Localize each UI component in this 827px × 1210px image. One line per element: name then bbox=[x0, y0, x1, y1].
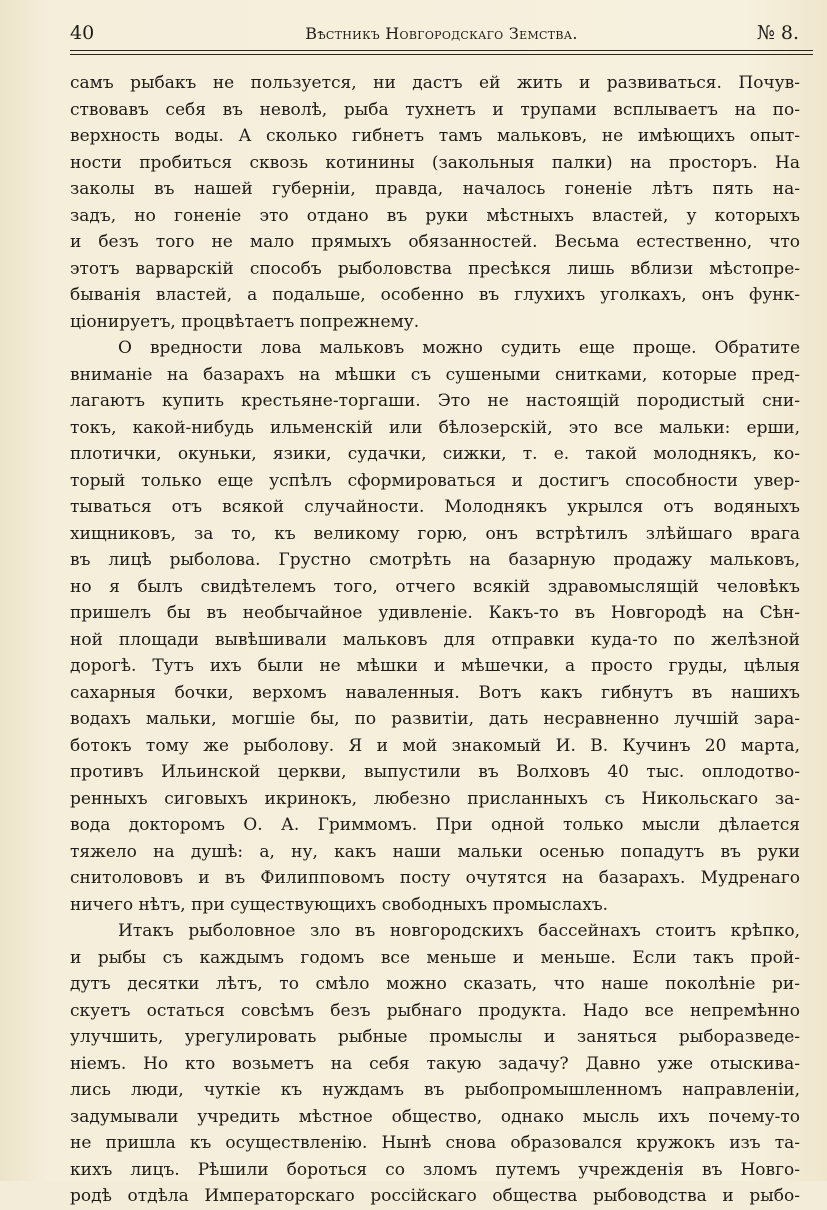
text-line: вниманіе на базарахъ на мѣшки съ сушеными снитками, которые пред- bbox=[70, 364, 800, 385]
text-line: ности пробиться сквозь котинины (закольныя палки) на просторъ. На bbox=[70, 152, 800, 173]
text-line: родѣ отдѣла Императорскаго россійскаго общества рыбоводства и рыбо- bbox=[70, 1186, 800, 1206]
text-line: снитолововъ и въ Филипповомъ посту очутятся на базарахъ. Мудренаго bbox=[70, 868, 800, 888]
text-line: водахъ мальки, могшіе бы, по развитіи, дать несравненно лучшій зара- bbox=[70, 709, 800, 729]
text-line: задъ, но гоненіе это отдано въ руки мѣстныхъ властей, у которыхъ bbox=[70, 205, 800, 226]
text-line: торый только еще успѣлъ сформироваться и достигъ способности увер- bbox=[70, 470, 800, 491]
text-line: плотички, окуньки, язики, судачки, сижки, т. е. такой молоднякъ, ко- bbox=[70, 444, 800, 464]
text-line: верхность воды. А сколько гибнетъ тамъ мальковъ, не имѣющихъ опыт- bbox=[70, 126, 800, 146]
text-line: быванія властей, а подальше, особенно въ глухихъ уголкахъ, онъ функ- bbox=[70, 285, 800, 305]
text-line: ренныхъ сиговыхъ икринокъ, любезно присланныхъ съ Никольскаго за- bbox=[70, 788, 800, 809]
text-line: вода докторомъ О. А. Гриммомъ. При одной только мысли дѣлается bbox=[70, 815, 800, 835]
text-line: ботокъ тому же рыболову. Я и мой знакомый И. В. Кучинъ 20 марта, bbox=[70, 735, 800, 756]
text-line: и рыбы съ каждымъ годомъ все меньше и меньше. Если такъ прой- bbox=[70, 947, 800, 968]
text-line: пришелъ бы въ необычайное удивленіе. Какъ-то въ Новгородѣ на Сѣн- bbox=[70, 603, 800, 623]
text-line: но я былъ свидѣтелемъ того, отчего всякій здравомыслящій человѣкъ bbox=[70, 576, 800, 597]
text-line: токъ, какой-нибудь ильменскій или бѣлозерскій, это все мальки: ерши, bbox=[70, 417, 800, 438]
header-rule bbox=[70, 50, 813, 51]
page-number: 40 bbox=[70, 22, 95, 44]
text-line: кихъ лицъ. Рѣшили бороться со зломъ путемъ учрежденія въ Новго- bbox=[70, 1159, 800, 1180]
text-line: хищниковъ, за то, къ великому горю, онъ встрѣтилъ злѣйшаго врага bbox=[70, 523, 800, 544]
article-body bbox=[70, 70, 800, 1210]
text-line: противъ Ильинской церкви, выпустили въ Волховъ 40 тыс. оплодотво- bbox=[70, 762, 800, 782]
text-line: задумывали учредить мѣстное общество, однако мысль ихъ почему-то bbox=[70, 1106, 800, 1127]
text-line: заколы въ нашей губерніи, правда, началось гоненіе лѣтъ пять на- bbox=[70, 179, 800, 199]
running-header bbox=[70, 20, 813, 50]
text-line: скуетъ остаться совсѣмъ безъ рыбнаго продукта. Надо все непремѣнно bbox=[70, 1000, 800, 1021]
text-line: тяжело на душѣ: а, ну, какъ наши мальки осенью попадутъ въ руки bbox=[70, 841, 800, 862]
text-line: улучшить, урегулировать рыбные промыслы и заняться рыборазведе- bbox=[70, 1027, 800, 1047]
text-line: тываться отъ всякой случайности. Молоднякъ укрылся отъ водяныхъ bbox=[70, 497, 800, 517]
text-line: ной площади вывѣшивали мальковъ для отправки куда-то по желѣзной bbox=[70, 629, 800, 650]
text-line: ничего нѣтъ, при существующихъ свободныхъ промыслахъ. bbox=[70, 894, 609, 915]
journal-title: Вѣстникъ Новгородскаго Земства. bbox=[305, 24, 578, 43]
text-line: дорогѣ. Тутъ ихъ были не мѣшки и мѣшечки, а просто груды, цѣлыя bbox=[70, 656, 800, 676]
header-rule-thin bbox=[70, 54, 813, 55]
issue-number: № 8. bbox=[756, 22, 799, 44]
text-line: ціонируетъ, процвѣтаетъ попрежнему. bbox=[70, 311, 420, 332]
text-line: дутъ десятки лѣтъ, то смѣло можно сказать, что наше поколѣніе ри- bbox=[70, 974, 800, 994]
text-line: ствовавъ себя въ неволѣ, рыба тухнетъ и трупами всплываетъ на по- bbox=[70, 99, 800, 120]
text-line: Итакъ рыболовное зло въ новгородскихъ бассейнахъ стоитъ крѣпко, bbox=[118, 921, 800, 941]
text-line: и безъ того не мало прямыхъ обязанностей. Весьма естественно, что bbox=[70, 232, 800, 252]
text-line: ніемъ. Но кто возьметъ на себя такую задачу? Давно уже отыскива- bbox=[70, 1053, 800, 1074]
text-line: сахарныя бочки, верхомъ наваленныя. Вотъ какъ гибнутъ въ нашихъ bbox=[70, 682, 800, 703]
text-line: лись люди, чуткіе къ нуждамъ въ рыбопромышленномъ направленіи, bbox=[70, 1080, 800, 1100]
text-line: лагаютъ купить крестьяне-торгаши. Это не настоящій породистый сни- bbox=[70, 391, 800, 411]
text-line: О вредности лова мальковъ можно судить еще проще. Обратите bbox=[118, 338, 800, 358]
text-line: въ лицѣ рыболова. Грустно смотрѣть на базарную продажу мальковъ, bbox=[70, 550, 800, 570]
text-line: не пришла къ осуществленію. Нынѣ снова образовался кружокъ изъ та- bbox=[70, 1133, 800, 1153]
text-line: самъ рыбакъ не пользуется, ни дастъ ей жить и развиваться. Почув- bbox=[70, 73, 800, 93]
text-line: этотъ варварскій способъ рыболовства пресѣкся лишь вблизи мѣстопре- bbox=[70, 258, 800, 279]
